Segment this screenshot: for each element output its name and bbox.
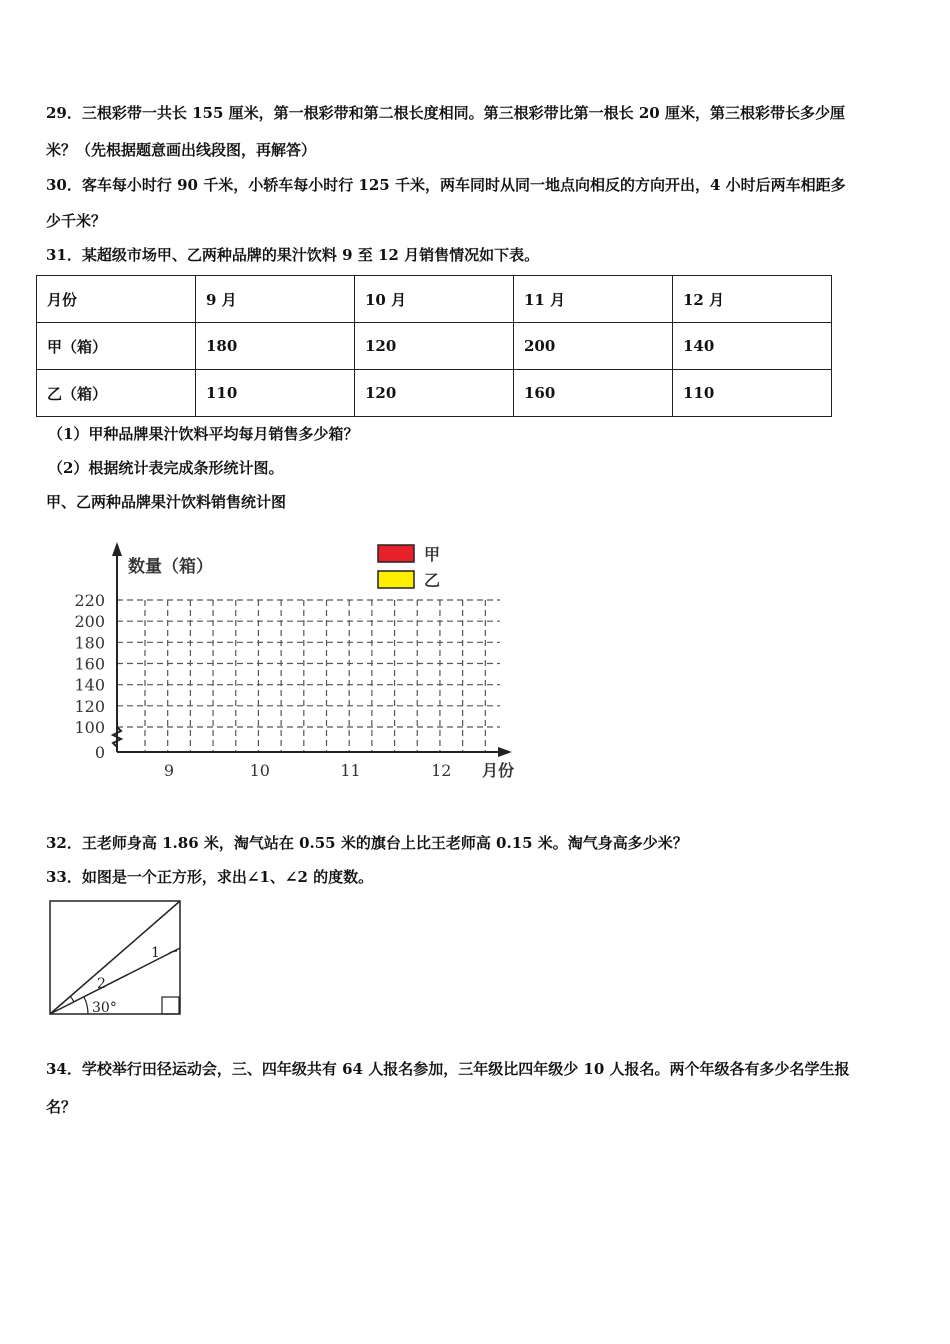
y-tick-label: 0	[94, 743, 105, 762]
sales-table	[36, 275, 832, 417]
q32-text: 32．王老师身高 1.86 米，淘气站在 0.55 米的旗台上比王老师高 0.15 米。淘气身高多少米？	[46, 834, 688, 852]
y-tick-label: 140	[74, 675, 105, 695]
table-cell: 180	[196, 323, 355, 370]
table-cell: 110	[673, 370, 832, 417]
x-tick-labels	[164, 761, 452, 780]
square-figure	[44, 895, 189, 1020]
q34-line1: 34．学校举行田径运动会，三、四年级共有 64 人报名参加，三年级比四年级少 10 人报名。两个年级各有多少名学生报	[46, 1060, 850, 1078]
q34-line2: 名？	[46, 1098, 77, 1116]
table-cell: 月份	[37, 276, 196, 323]
table-cell: 9 月	[196, 276, 355, 323]
y-tick-labels	[74, 591, 105, 762]
q31-sub2: （2）根据统计表完成条形统计图。	[48, 459, 284, 477]
angle-label-1: 1	[151, 945, 160, 961]
table-row	[37, 323, 832, 370]
angle-arc-2	[70, 996, 74, 1002]
y-tick-label: 160	[74, 654, 105, 674]
table-cell: 120	[355, 370, 514, 417]
angle-arc-30	[84, 997, 88, 1014]
q31-sub1: （1）甲种品牌果汁饮料平均每月销售多少箱？	[48, 425, 359, 443]
table-header-row	[37, 276, 832, 323]
table-cell: 11 月	[514, 276, 673, 323]
angle-arc-1	[167, 951, 177, 955]
q30-line2: 少千米？	[46, 212, 107, 230]
q30-line1: 30．客车每小时行 90 千米，小轿车每小时行 125 千米，两车同时从同一地点向相反的方向开出，4 小时后两车相距多	[46, 176, 846, 194]
right-angle-mark	[162, 997, 179, 1014]
x-tick-label: 9	[163, 761, 175, 780]
q29-line2: 米？（先根据题意画出线段图，再解答）	[46, 141, 317, 159]
table-cell: 160	[514, 370, 673, 417]
y-tick-label: 220	[74, 591, 105, 610]
y-tick-label: 200	[74, 612, 105, 632]
x-tick-label: 10	[249, 761, 270, 780]
chart-grid	[117, 600, 500, 752]
table-cell: 乙（箱）	[37, 370, 196, 417]
table-cell: 110	[196, 370, 355, 417]
table-cell: 10 月	[355, 276, 514, 323]
table-cell: 200	[514, 323, 673, 370]
y-tick-label: 100	[74, 718, 105, 737]
angle-label-30: 30°	[92, 1000, 117, 1016]
q33-text: 33．如图是一个正方形，求出∠1、∠2 的度数。	[46, 868, 374, 886]
table-row	[37, 370, 832, 417]
table-cell: 12 月	[673, 276, 832, 323]
table-cell: 140	[673, 323, 832, 370]
legend-label-jia: 甲	[424, 545, 441, 564]
table-cell: 甲（箱）	[37, 323, 196, 370]
y-tick-label: 180	[74, 633, 105, 653]
legend-label-yi: 乙	[424, 571, 441, 590]
x-tick-label: 12	[431, 761, 452, 780]
legend-swatch-yi	[378, 571, 414, 588]
x-axis-label: 月份	[482, 761, 515, 780]
bar-chart	[60, 530, 530, 790]
y-axis-label: 数量（箱）	[128, 557, 213, 577]
legend-swatch-jia	[378, 545, 414, 562]
angle-label-2: 2	[97, 976, 106, 992]
q29-line1: 29．三根彩带一共长 155 厘米，第一根彩带和第二根长度相同。第三根彩带比第一根长 20 厘米，第三根彩带长多少厘	[46, 104, 845, 122]
q31-intro: 31．某超级市场甲、乙两种品牌的果汁饮料 9 至 12 月销售情况如下表。	[46, 246, 540, 264]
x-axis-arrow	[498, 747, 512, 757]
y-tick-label: 120	[74, 696, 105, 716]
x-tick-label: 11	[340, 761, 361, 780]
y-axis-arrow	[112, 542, 122, 556]
table-cell: 120	[355, 323, 514, 370]
chart-title: 甲、乙两种品牌果汁饮料销售统计图	[46, 493, 287, 511]
